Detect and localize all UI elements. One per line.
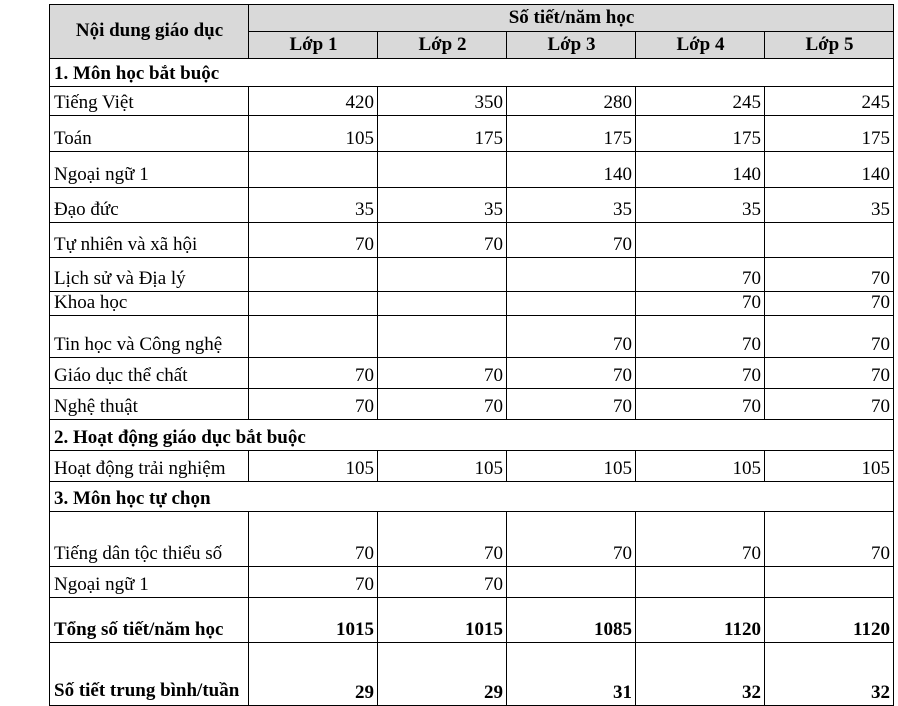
periods-cell: 70 — [636, 512, 765, 567]
periods-cell: 70 — [507, 223, 636, 258]
periods-cell: 140 — [507, 152, 636, 188]
periods-cell: 32 — [636, 643, 765, 706]
periods-cell — [507, 292, 636, 316]
periods-cell: 70 — [636, 292, 765, 316]
periods-cell: 245 — [636, 87, 765, 116]
periods-cell: 420 — [249, 87, 378, 116]
periods-cell: 29 — [378, 643, 507, 706]
total-row — [50, 598, 894, 643]
section-row — [50, 59, 894, 87]
periods-cell: 70 — [765, 292, 894, 316]
periods-cell — [636, 223, 765, 258]
section-title: 2. Hoạt động giáo dục bắt buộc — [50, 420, 894, 451]
section-title: 3. Môn học tự chọn — [50, 482, 894, 512]
periods-cell: 175 — [507, 116, 636, 152]
periods-cell: 35 — [507, 188, 636, 223]
subject-column-header: Nội dung giáo dục — [50, 5, 249, 59]
periods-cell: 70 — [507, 512, 636, 567]
periods-cell: 140 — [765, 152, 894, 188]
periods-cell: 70 — [765, 316, 894, 358]
row-label: Tiếng dân tộc thiểu số — [50, 512, 249, 567]
table-row — [50, 188, 894, 223]
periods-cell: 35 — [249, 188, 378, 223]
section-row — [50, 420, 894, 451]
periods-cell: 350 — [378, 87, 507, 116]
periods-cell: 70 — [636, 389, 765, 420]
periods-cell: 70 — [378, 567, 507, 598]
periods-cell — [378, 316, 507, 358]
periods-per-year-header: Số tiết/năm học — [249, 5, 894, 32]
row-label: Khoa học — [50, 292, 249, 316]
periods-cell: 1015 — [249, 598, 378, 643]
row-label: Số tiết trung bình/tuần — [50, 643, 249, 706]
periods-cell: 105 — [378, 451, 507, 482]
periods-cell — [378, 258, 507, 292]
periods-cell — [765, 223, 894, 258]
row-label: Ngoại ngữ 1 — [50, 567, 249, 598]
table-body — [50, 59, 894, 706]
total-row — [50, 643, 894, 706]
periods-cell: 105 — [249, 116, 378, 152]
row-label: Toán — [50, 116, 249, 152]
table-header — [50, 5, 894, 59]
periods-cell: 70 — [249, 358, 378, 389]
periods-cell: 70 — [636, 358, 765, 389]
grade-header: Lớp 4 — [636, 32, 765, 59]
periods-cell: 70 — [378, 389, 507, 420]
periods-cell: 245 — [765, 87, 894, 116]
periods-cell: 70 — [378, 358, 507, 389]
periods-cell: 70 — [507, 389, 636, 420]
table-row — [50, 223, 894, 258]
periods-cell: 105 — [507, 451, 636, 482]
periods-cell: 1085 — [507, 598, 636, 643]
periods-cell: 70 — [636, 316, 765, 358]
periods-cell: 35 — [765, 188, 894, 223]
periods-cell: 70 — [507, 316, 636, 358]
row-label: Đạo đức — [50, 188, 249, 223]
periods-cell — [765, 567, 894, 598]
periods-cell — [249, 316, 378, 358]
row-label: Giáo dục thể chất — [50, 358, 249, 389]
table-row — [50, 512, 894, 567]
row-label: Ngoại ngữ 1 — [50, 152, 249, 188]
grade-header: Lớp 5 — [765, 32, 894, 59]
periods-cell: 35 — [636, 188, 765, 223]
periods-cell: 105 — [636, 451, 765, 482]
periods-cell: 175 — [765, 116, 894, 152]
periods-cell: 35 — [378, 188, 507, 223]
periods-cell: 70 — [765, 358, 894, 389]
periods-cell: 105 — [765, 451, 894, 482]
periods-cell: 70 — [765, 258, 894, 292]
periods-cell: 70 — [249, 567, 378, 598]
periods-cell: 70 — [378, 223, 507, 258]
periods-cell: 1120 — [636, 598, 765, 643]
table-row — [50, 358, 894, 389]
row-label: Hoạt động trải nghiệm — [50, 451, 249, 482]
periods-cell: 32 — [765, 643, 894, 706]
periods-cell: 1120 — [765, 598, 894, 643]
section-title: 1. Môn học bắt buộc — [50, 59, 894, 87]
grade-header: Lớp 1 — [249, 32, 378, 59]
row-label: Tin học và Công nghệ — [50, 316, 249, 358]
periods-cell — [249, 258, 378, 292]
row-label: Tổng số tiết/năm học — [50, 598, 249, 643]
table-row — [50, 152, 894, 188]
row-label: Nghệ thuật — [50, 389, 249, 420]
periods-cell: 70 — [636, 258, 765, 292]
table-row — [50, 451, 894, 482]
periods-cell: 175 — [636, 116, 765, 152]
periods-cell — [249, 152, 378, 188]
periods-cell: 140 — [636, 152, 765, 188]
table-row — [50, 567, 894, 598]
periods-cell: 1015 — [378, 598, 507, 643]
periods-cell — [378, 152, 507, 188]
periods-cell: 70 — [249, 223, 378, 258]
section-row — [50, 482, 894, 512]
table-row — [50, 389, 894, 420]
periods-cell: 175 — [378, 116, 507, 152]
periods-cell — [507, 567, 636, 598]
periods-cell: 70 — [765, 512, 894, 567]
row-label: Tự nhiên và xã hội — [50, 223, 249, 258]
periods-cell: 29 — [249, 643, 378, 706]
table-row — [50, 87, 894, 116]
table-row — [50, 316, 894, 358]
periods-cell: 31 — [507, 643, 636, 706]
grade-header: Lớp 3 — [507, 32, 636, 59]
periods-cell: 70 — [765, 389, 894, 420]
row-label: Tiếng Việt — [50, 87, 249, 116]
periods-cell: 280 — [507, 87, 636, 116]
table-row — [50, 292, 894, 316]
table-row — [50, 116, 894, 152]
periods-cell — [636, 567, 765, 598]
periods-cell: 70 — [249, 512, 378, 567]
grade-header: Lớp 2 — [378, 32, 507, 59]
periods-cell: 70 — [249, 389, 378, 420]
periods-cell: 105 — [249, 451, 378, 482]
table-row — [50, 258, 894, 292]
periods-cell — [378, 292, 507, 316]
periods-cell — [507, 258, 636, 292]
periods-cell: 70 — [378, 512, 507, 567]
row-label: Lịch sử và Địa lý — [50, 258, 249, 292]
periods-cell: 70 — [507, 358, 636, 389]
curriculum-table — [49, 4, 894, 706]
periods-cell — [249, 292, 378, 316]
